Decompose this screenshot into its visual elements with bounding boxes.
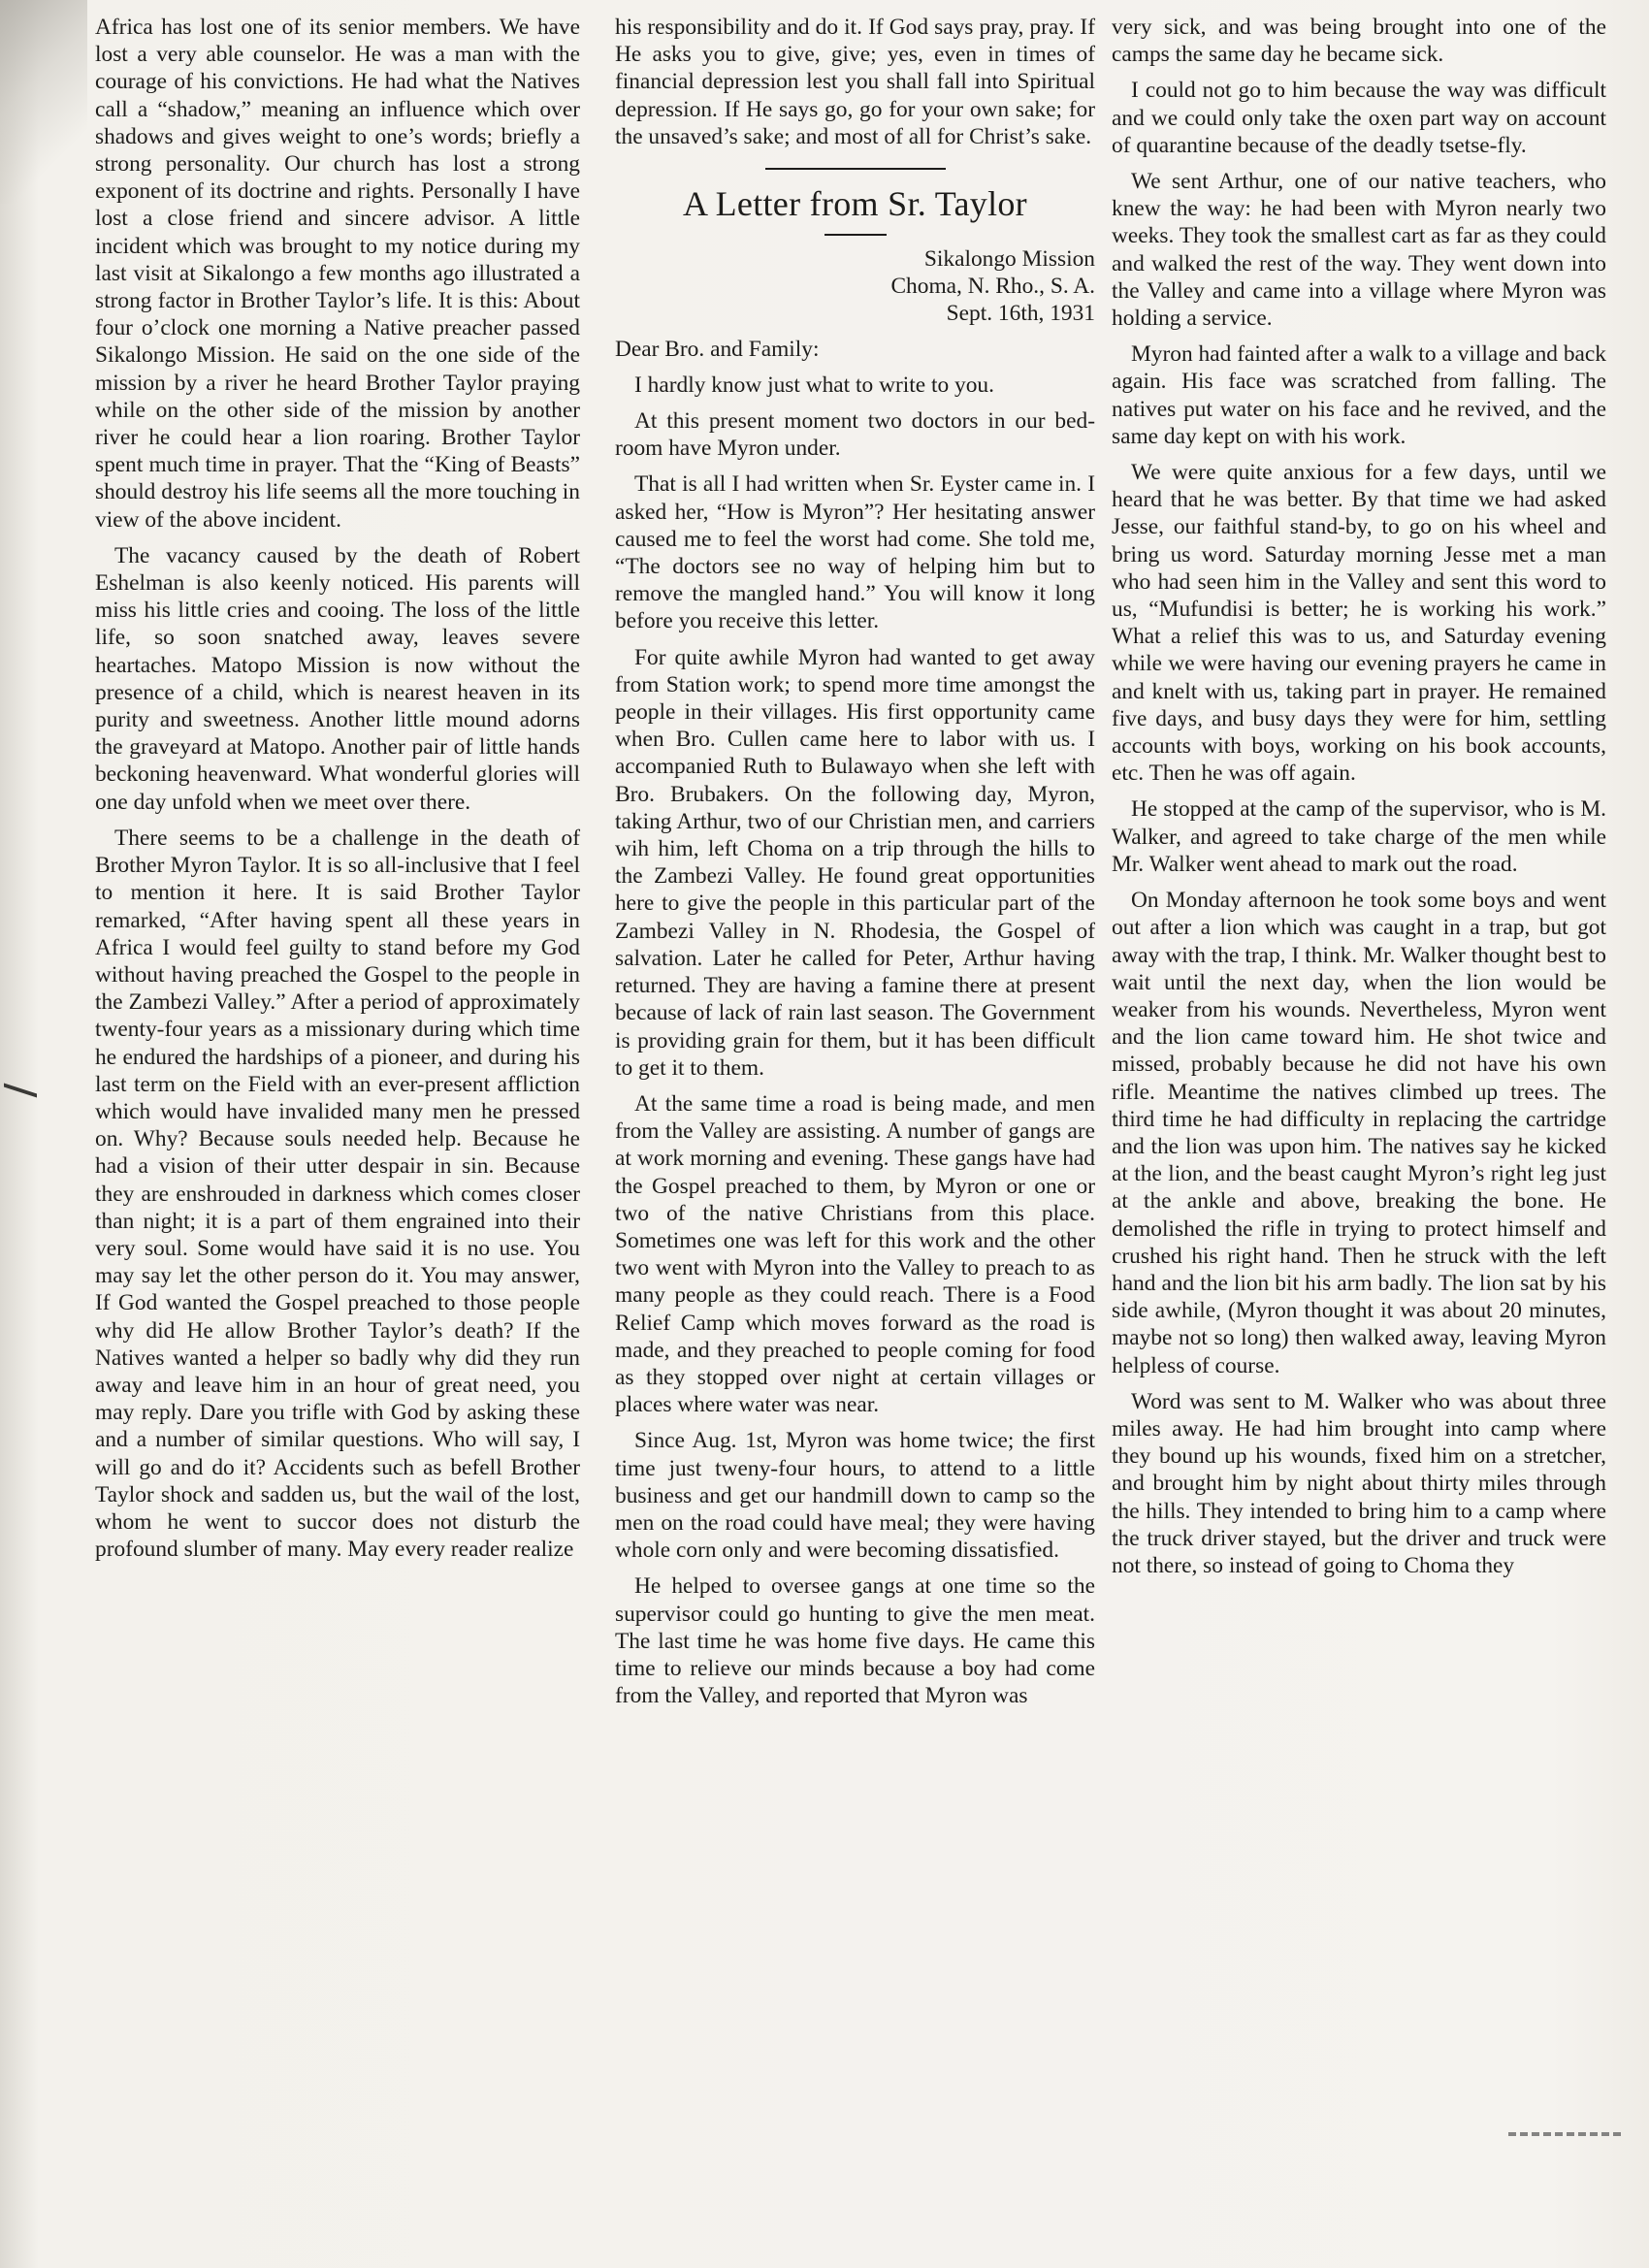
paragraph: He stopped at the camp of the supervisor, who is M. Walker, and agreed to take charge of the men while Mr. Walker went ahead to mark out the road. xyxy=(1112,796,1606,877)
salutation: Dear Bro. and Family: xyxy=(615,336,820,362)
paragraph: The vacancy caused by the death of Robert Eshelman is also keenly noticed. His parents will miss his little cries and cooing. The loss of the little life, so soon snatched away, leaves severe heartaches. Matopo Mission is now without the presence of a child, which is nearest heaven in its purity and sweetness. Another little mound adorns the graveyard at Matopo. Another pair of little hands beckoning heavenward. What wonderful glories will one day unfold when we meet over there. xyxy=(95,542,580,815)
section-divider xyxy=(765,168,946,170)
scanner-artifact xyxy=(1508,2132,1625,2136)
paragraph: That is all I had written when Sr. Eyster came in. I asked her, “How is Myron”? Her hesitating answer caused me to feel the worst had come. She told me, “The doctors see no way of helping him but to remove the mangled hand.” You will know it long before you receive this letter. xyxy=(615,471,1095,634)
folded-corner-shadow xyxy=(0,0,87,204)
paragraph: his responsibility and do it. If God says pray, pray. If He asks you to give, give; yes, even in times of financial depression lest you shall fall into Spiritual depression. If He says go, go for your own sake; for the unsaved’s sake; and most of all for Christ’s sake. xyxy=(615,15,1095,149)
letter-date: Sept. 16th, 1931 xyxy=(946,301,1095,327)
paragraph: There seems to be a challenge in the death of Brother Myron Taylor. It is so all-inclusive that I feel to mention it here. It is said Brother Taylor remarked, “After having spent all these years in Africa I would feel guilty to stand before my God without having preached the Gospel to the people in the Zambezi Valley.” After a period of approximately twenty-four years as a missionary during which time he endured the hardships of a pioneer, and during his last term on the Field with an ever-present affliction which would have invalided many men he pressed on. Why? Because souls needed help. Because he had a vision of their utter despair in sin. Because they are enshrouded in darkness which comes closer than night; it is a part of them engrained into their very soul. Some would have said it is no use. You may say let the other person do it. You may answer, If God wanted the Gospel preached to those people why did He allow Brother Taylor’s death? If the Natives wanted a helper so badly why did they run away and leave him in an hour of great need, you may reply. Dare you trifle with God by asking these and a number of similar questions. Who will say, I will go and do it? Accidents such as befell Brother Taylor shock and sadden us, but the wail of the lost, whom he went to succor does not disturb the profound slumber of many. May every reader realize xyxy=(95,825,580,1563)
paragraph: He helped to oversee gangs at one time so the supervisor could go hunting to give the men meat. The last time he was home five days. He came this time to relieve our minds because a boy had come from the Valley, and reported that Myron was xyxy=(615,1573,1095,1709)
title-rule xyxy=(824,234,887,236)
column-1 xyxy=(95,14,580,1571)
paragraph: For quite awhile Myron had wanted to get away from Station work; to spend more time amongst the people in their villages. His first opportunity came when Bro. Cullen came here to labor with us. I accompanied Ruth to Bulawayo when she left with Bro. Brubakers. On the following day, Myron, taking Arthur, two of our Christian men, and carriers wih him, left Choma on a trip through the hills to the Zambezi Valley. He found great opportunities here to give the people in this particular part of the Zambezi Valley in N. Rhodesia, the Gospel of salvation. Later he called for Peter, Arthur having returned. They are having a famine there at present because of lack of rain last season. The Government is providing grain for them, but it has been difficult to get it to them. xyxy=(615,644,1095,1081)
paragraph: On Monday afternoon he took some boys and went out after a lion which was caught in a trap, but got away with the trap, I think. Mr. Walker thought best to wait until the next day, when the lion would be weaker from his wounds. Nevertheless, Myron went and the lion came toward him. He shot twice and missed, probably because he did not have his own rifle. Meantime the natives climbed up trees. The third time he had difficulty in replacing the cartridge and the lion was upon him. The natives say he kicked at the lion, and the beast caught Myron’s right leg just at the ankle and above, breaking the bone. He demolished the rifle in trying to protect himself and crushed his right hand. Then he struck with the left hand and the lion bit his arm badly. The lion sat by his side awhile, (Myron thought it was about 20 minutes, maybe not so long) then walked away, leaving Myron helpless of course. xyxy=(1112,888,1606,1378)
paragraph: We sent Arthur, one of our native teachers, who knew the way: he had been with Myron nearly two weeks. They took the smallest cart as far as they could and walked the rest of the way. They went down into the Valley and came into a village where Myron was holding a service. xyxy=(1112,169,1606,332)
address-line: Sikalongo Mission xyxy=(923,246,1095,273)
paragraph: Africa has lost one of its senior members. We have lost a very able counselor. He was a man with the courage of his convictions. He had what the Natives call a “shadow,” meaning an influence which over shadows and gives weight to one’s words; briefly a strong personality. Our church has lost a strong exponent of its doctrine and rights. Personally I have lost a close friend and sincere advisor. A little incident which was brought to my notice during my last visit at Sikalongo a few months ago illustrated a strong factor in Brother Taylor’s life. It is this: About four o’clock one morning a Native preacher passed Sikalongo Mission. He said on the one side of the mission by a river he heard Brother Taylor praying while on the other side of the mission by another river he could hear a lion roaring. Brother Taylor spent much time in prayer. That the “King of Beasts” should destroy his life seems all the more touching in view of the above incident. xyxy=(95,15,580,533)
column-3 xyxy=(1112,14,1606,1588)
column-2 xyxy=(615,14,1095,1718)
article-title: A Letter from Sr. Taylor xyxy=(683,184,1027,224)
binding-edge-mark xyxy=(4,1071,37,1097)
paragraph: Since Aug. 1st, Myron was home twice; the first time just tweny-four hours, to attend to a little business and get our handmill down to camp so the men on the road could have meal; they were having whole corn only and were becoming dissatisfied. xyxy=(615,1428,1095,1564)
address-line: Choma, N. Rho., S. A. xyxy=(890,274,1095,300)
paragraph: I could not go to him because the way was difficult and we could only take the oxen part way on account of quarantine because of the deadly tsetse-fly. xyxy=(1112,78,1606,158)
paragraph: We were quite anxious for a few days, until we heard that he was better. By that time we had asked Jesse, our faithful stand-by, to go on his wheel and bring us word. Saturday morning Jesse met a man who had seen him in the Valley and sent this word to us, “Mufundisi is better; he is working his work.” What a relief this was to us, and Saturday evening while we were having our evening prayers he came in and knelt with us, taking part in prayer. He remained five days, and busy days they were for him, settling accounts with boys, working on his book accounts, etc. Then he was off again. xyxy=(1112,460,1606,787)
paragraph: At the same time a road is being made, and men from the Valley are assisting. A number of gangs are at work morning and evening. These gangs have had the Gospel preached to them, by Myron or one or two of the native Christians from this place. Sometimes one was left for this work and the other two went with Myron into the Valley to preach to as many people as they could reach. There is a Food Relief Camp which moves forward as the road is made, and they preached to people coming for food as they stopped over night at certain villages or places where water was near. xyxy=(615,1090,1095,1418)
paragraph: I hardly know just what to write to you. xyxy=(634,372,994,398)
paragraph: At this present moment two doctors in our bed-room have Myron under. xyxy=(615,408,1095,462)
paragraph: Myron had fainted after a walk to a village and back again. His face was scratched from falling. The natives put water on his face and he revived, and the same day kept on with his work. xyxy=(1112,341,1606,449)
paragraph: Word was sent to M. Walker who was about three miles away. He had him brought into camp where they bound up his wounds, fixed him on a stretcher, and brought him by night about thirty miles through the hills. They intended to bring him to a camp where the truck driver stayed, but the driver and truck were not there, so instead of going to Choma they xyxy=(1112,1388,1606,1578)
paragraph: very sick, and was being brought into one of the camps the same day he became sick. xyxy=(1112,15,1606,68)
letter-address xyxy=(615,245,1095,328)
